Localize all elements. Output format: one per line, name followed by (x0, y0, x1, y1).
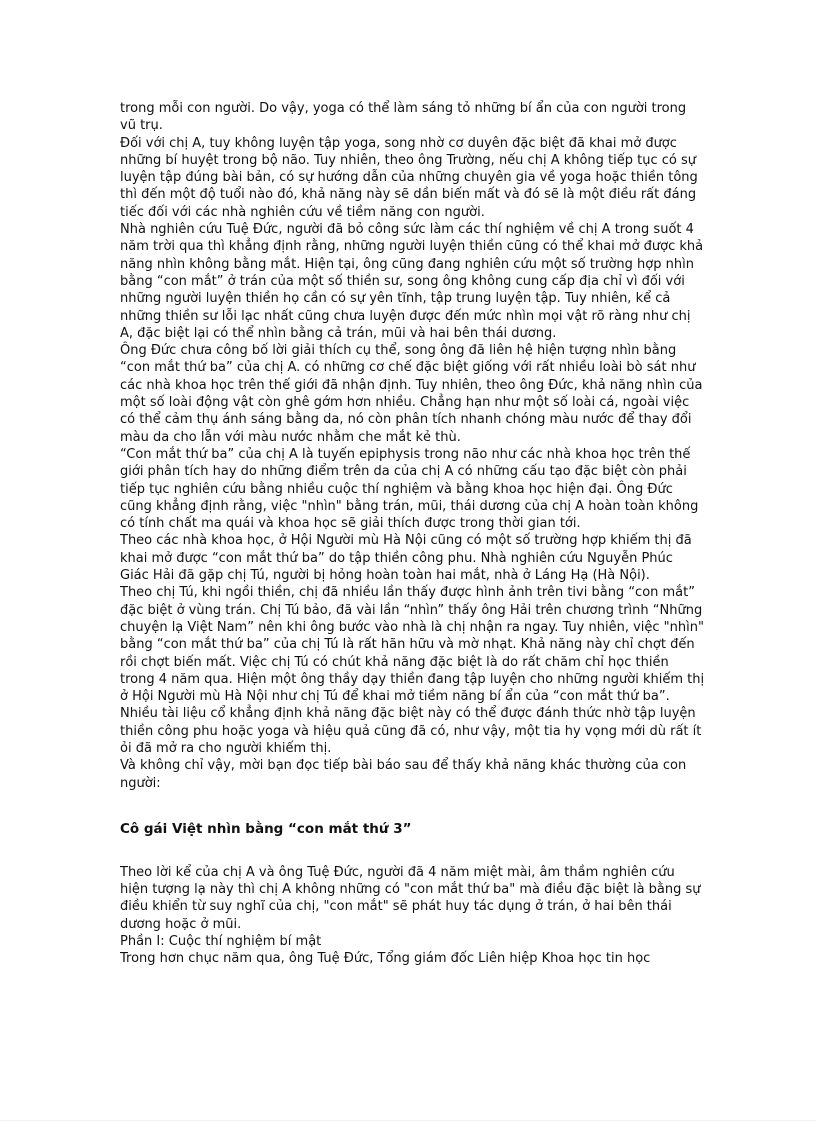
paragraph: Và không chỉ vậy, mời bạn đọc tiếp bài báo sau để thấy khả năng khác thường của con người: (120, 758, 687, 791)
section-heading: Cô gái Việt nhìn bằng “con mắt thứ 3” (120, 820, 412, 837)
paragraph: Theo chị Tú, khi ngồi thiền, chị đã nhiều lần thấy được hình ảnh trên tivi bằng “con mắt” đặc biệt ở vùng trán. Chị Tú bảo, đã vài lần “nhìn” thấy ông Hải trên chương trình “Những chuyện lạ Việt Nam” nên khi ông bước vào nhà là chị nhận ra ngay. Tuy nhiên, việc "nhìn" bằng “con mắt thứ ba” của chị Tú là rất hãn hữu và mờ nhạt. Khả năng này chỉ chợt đến rồi chợt biến mất. Việc chị Tú có chút khả năng đặc biệt là do rất chăm chỉ học thiền trong 4 năm qua. Hiện một ông thầy dạy thiền đang tập luyện cho những người khiếm thị ở Hội Người mù Hà Nội như chị Tú để khai mở tiềm năng bí ẩn của “con mắt thứ ba”. (120, 585, 705, 705)
paragraph: Trong hơn chục năm qua, ông Tuệ Đức, Tổng giám đốc Liên hiệp Khoa học tin học (120, 951, 651, 967)
page-bottom-edge (0, 1120, 816, 1121)
paragraph: Theo lời kể của chị A và ông Tuệ Đức, người đã 4 năm miệt mài, âm thầm nghiên cứu hiện tượng lạ này thì chị A không những có "con mắt thứ ba" mà điều đặc biệt là bằng sự điều khiển từ suy nghĩ của chị, "con mắt" sẽ phát huy tác dụng ở trán, ở hai bên thái dương hoặc ở mũi. (120, 864, 701, 932)
paragraph: Phần I: Cuộc thí nghiệm bí mật (120, 934, 322, 950)
paragraph: Đối với chị A, tuy không luyện tập yoga, song nhờ cơ duyên đặc biệt đã khai mở được những bí huyệt trong bộ não. Tuy nhiên, theo ông Trường, nếu chị A không tiếp tục có sự luyện tập đúng bài bản, có sự hướng dẫn của những chuyên gia về yoga hoặc thiền tông thì đến một độ tuổi nào đó, khả năng này sẽ dần biến mất và đó sẽ là một điều rất đáng tiếc đối với các nhà nghiên cứu về tiềm năng con người. (120, 135, 698, 220)
paragraph: Ông Đức chưa công bố lời giải thích cụ thể, song ông đã liên hệ hiện tượng nhìn bằng “con mắt thứ ba” của chị A. có những cơ chế đặc biệt giống với rất nhiều loài bò sát như các nhà khoa học trên thế giới đã nhận định. Tuy nhiên, theo ông Đức, khả năng nhìn của một số loài động vật còn ghê gớm hơn nhiều. Chẳng hạn như một số loài cá, ngoài việc có thể cảm thụ ánh sáng bằng da, nó còn phân tích nhanh chóng màu nước để thay đổi màu da cho lẫn với màu nước nhằm che mắt kẻ thù. (120, 343, 703, 445)
paragraph: “Con mắt thứ ba” của chị A là tuyến epiphysis trong não như các nhà khoa học trên thế giới phân tích hay do những điểm trên da của chị A có những cấu tạo đặc biệt còn phải tiếp tục nghiên cứu bằng nhiều cuộc thí nghiệm và bằng khoa học hiện đại. Ông Đức cũng khẳng định rằng, việc "nhìn" bằng trán, mũi, thái dương của chị A hoàn toàn không có tính chất ma quái và khoa học sẽ giải thích được trong thời gian tới. (120, 446, 699, 532)
paragraph: Nhiều tài liệu cổ khẳng định khả năng đặc biệt này có thể được đánh thức nhờ tập luyện thiền công phu hoặc yoga và hiệu quả cũng đã có, như vậy, một tia hy vọng mới dù rất ít ỏi đã mở ra cho người khiếm thị. (120, 706, 702, 756)
paragraph: trong mỗi con người. Do vậy, yoga có thể làm sáng tỏ những bí ẩn của con người trong vũ trụ. (120, 101, 687, 134)
document-page (120, 100, 705, 968)
paragraph: Nhà nghiên cứu Tuệ Đức, người đã bỏ công sức làm các thí nghiệm về chị A trong suốt 4 năm trời qua thì khẳng định rằng, những người luyện thiền cũng có thể khai mở được khả năng nhìn không bằng mắt. Hiện tại, ông cũng đang nghiên cứu một số trường hợp nhìn bằng “con mắt” ở trán của một số thiền sư, song ông không cung cấp địa chỉ vì đối với những người luyện thiền họ cần có sự yên tĩnh, tập trung luyện tập. Tuy nhiên, kể cả những thiền sư lỗi lạc nhất cũng chưa luyện được đến mức nhìn mọi vật rõ ràng như chị A, đặc biệt lại có thể nhìn bằng cả trán, mũi và hai bên thái dương. (120, 222, 704, 341)
paragraph: Theo các nhà khoa học, ở Hội Người mù Hà Nội cũng có một số trường hợp khiếm thị đã khai mở được “con mắt thứ ba” do tập thiền công phu. Nhà nghiên cứu Nguyễn Phúc Giác Hải đã gặp chị Tú, người bị hỏng hoàn toàn hai mắt, nhà ở Láng Hạ (Hà Nội). (120, 533, 692, 584)
